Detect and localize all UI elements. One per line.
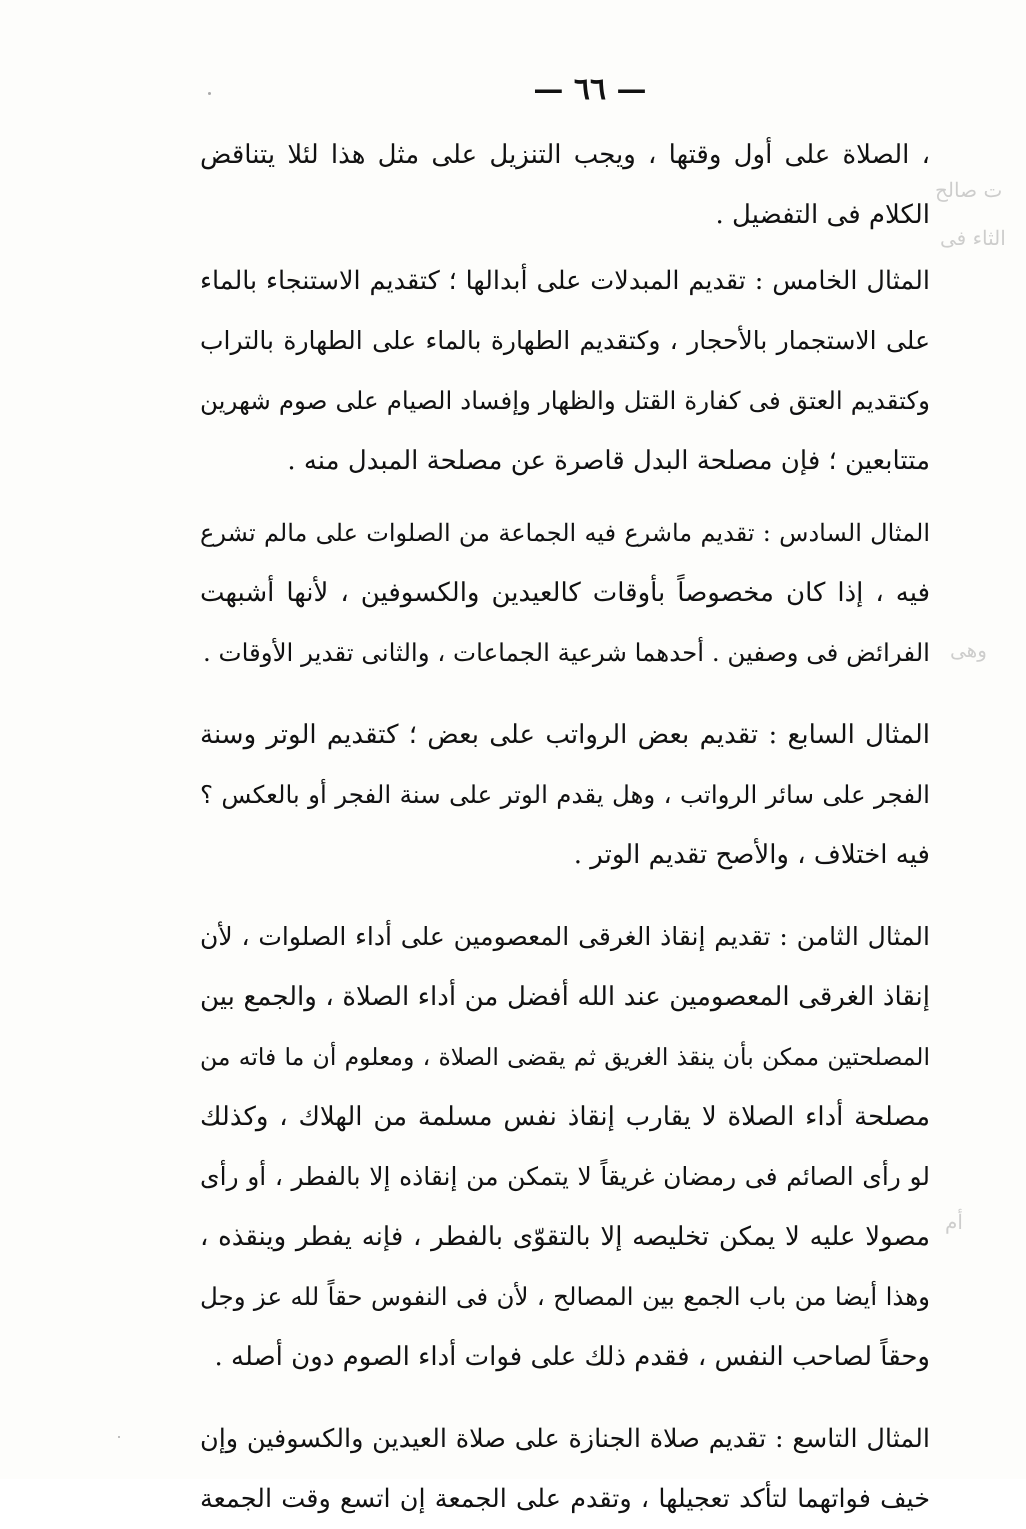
text-line: المصلحتين ممكن بأن ينقذ الغريق ثم يقضى الصلاة ، ومعلوم أن ما فاته من (200, 1043, 930, 1071)
text-line: الفجر على سائر الرواتب ، وهل يقدم الوتر على سنة الفجر أو بالعكس ؟ (200, 780, 930, 809)
text-line: على الاستجمار بالأحجار ، وكتقديم الطهارة بالماء على الطهارة بالتراب (200, 326, 930, 355)
paragraph-example-5 (200, 251, 930, 491)
bleed-through-mark: وهى (950, 638, 987, 662)
text-line: الفرائض فى وصفين . أحدهما شرعية الجماعات ، والثانى تقدير الأوقات . (202, 638, 930, 667)
text-line: وحقاً لصاحب النفس ، فقدم ذلك على فوات أداء الصوم دون أصله . (214, 1342, 930, 1372)
paragraph-example-9 (200, 1409, 930, 1529)
bleed-through-mark: أم (945, 1210, 963, 1234)
bleed-through-mark: ت صالح (935, 178, 1003, 202)
body-text (200, 125, 930, 1529)
text-line: إنقاذ الغرقى المعصومين عند الله أفضل من أداء الصلاة ، والجمع بين (200, 982, 930, 1012)
text-line: فيه ، إذا كان مخصوصاً بأوقات كالعيدين والكسوفين ، لأنها أشبهت (200, 578, 930, 608)
paragraph-continuation (200, 125, 930, 245)
text-line: المثال الثامن : تقديم إنقاذ الغرقى المعصومين على أداء الصلوات ، لأن (200, 922, 930, 951)
text-line: الكلام فى التفضيل . (715, 200, 930, 230)
text-line: المثال السابع : تقديم بعض الرواتب على بعض ؛ كتقديم الوتر وسنة (200, 720, 930, 750)
text-line: ، الصلاة على أول وقتها ، ويجب التنزيل على مثل هذا لئلا يتناقض (200, 140, 930, 170)
scan-speck (118, 1436, 120, 1438)
text-line: وهذا أيضا من باب الجمع بين المصالح ، لأن فى النفوس حقاً لله عز وجل (200, 1282, 930, 1311)
text-line: مصولا عليه لا يمكن تخليصه إلا بالتقوّى بالفطر ، فإنه يفطر وينقذه ، (200, 1222, 930, 1252)
text-line: المثال التاسع : تقديم صلاة الجنازة على صلاة العيدين والكسوفين وإن (200, 1424, 930, 1454)
text-line: فيه اختلاف ، والأصح تقديم الوتر . (573, 840, 930, 870)
text-line: وكتقديم العتق فى كفارة القتل والظهار وإفساد الصيام على صوم شهرين (200, 386, 930, 415)
paragraph-example-8 (200, 907, 930, 1387)
page-number: — ٦٦ — (533, 72, 647, 107)
scan-speck (208, 92, 211, 95)
text-line: المثال الخامس : تقديم المبدلات على أبدالها ؛ كتقديم الاستنجاء بالماء (200, 266, 930, 296)
paragraph-example-7 (200, 705, 930, 885)
paragraph-example-6 (200, 503, 930, 683)
text-line: متتابعين ؛ فإن مصلحة البدل قاصرة عن مصلحة المبدل منه . (287, 446, 930, 476)
text-line: لو رأى الصائم فى رمضان غريقاً لا يتمكن من إنقاذه إلا بالفطر ، أو رأى (200, 1162, 930, 1191)
bleed-through-mark: الثاء فى (940, 226, 1006, 250)
text-line: خيف فواتهما لتأكد تعجيلها ، وتقدم على الجمعة إن اتسع وقت الجمعة (200, 1484, 930, 1514)
text-line: مصلحة أداء الصلاة لا يقارب إنقاذ نفس مسلمة من الهلاك ، وكذلك (200, 1102, 930, 1132)
text-line: المثال السادس : تقديم ماشرع فيه الجماعة من الصلوات على مالم تشرع (200, 519, 930, 547)
